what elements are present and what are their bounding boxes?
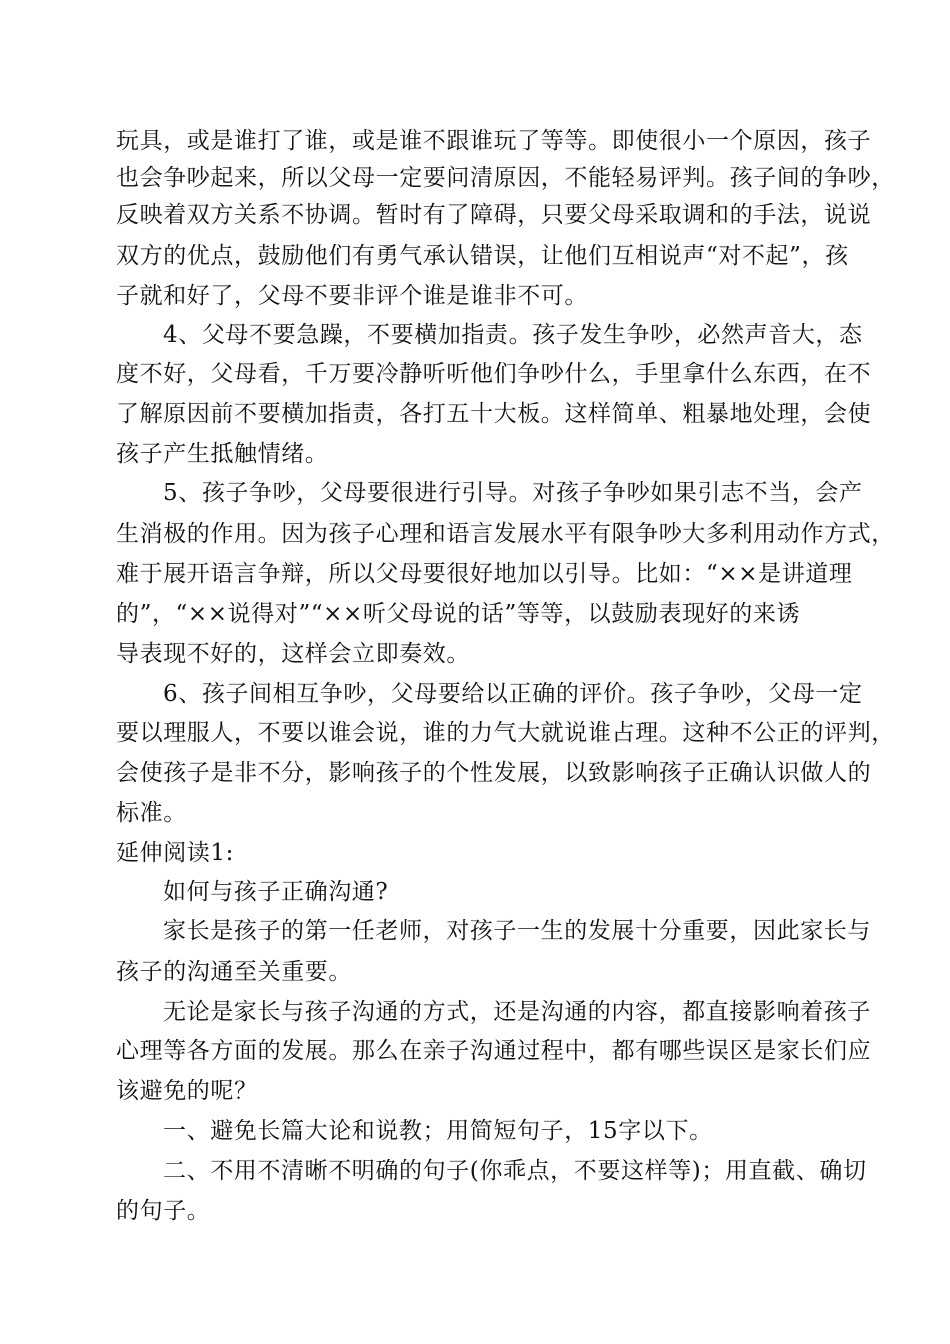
section-heading: 延伸阅读1: bbox=[116, 840, 234, 866]
text-line: 会使孩子是非不分，影响孩子的个性发展，以致影响孩子正确认识做人的 bbox=[116, 760, 872, 786]
text-line: 导表现不好的，这样会立即奏效。 bbox=[116, 641, 470, 667]
list-item-line: 一、避免长篇大论和说教；用简短句子，15字以下。 bbox=[163, 1118, 713, 1144]
text-line: 度不好，父母看，千万要冷静听听他们争吵什么，手里拿什么东西，在不 bbox=[116, 361, 872, 387]
text-line: 了解原因前不要横加指责，各打五十大板。这样简单、粗暴地处理，会使 bbox=[116, 401, 872, 427]
paragraph-start-line: 家长是孩子的第一任老师，对孩子一生的发展十分重要，因此家长与 bbox=[163, 918, 871, 944]
text-line: 的句子。 bbox=[116, 1198, 211, 1224]
paragraph-start-line: 6、孩子间相互争吵，父母要给以正确的评价。孩子争吵，父母一定 bbox=[163, 681, 863, 707]
text-line: 双方的优点，鼓励他们有勇气承认错误，让他们互相说声“对不起”，孩 bbox=[116, 243, 849, 269]
text-line: 孩子产生抵触情绪。 bbox=[116, 441, 329, 467]
paragraph-start-line: 4、父母不要急躁，不要横加指责。孩子发生争吵，必然声音大，态 bbox=[163, 322, 863, 348]
text-line: 子就和好了，父母不要非评个谁是谁非不可。 bbox=[116, 283, 588, 309]
text-line: 标准。 bbox=[116, 800, 187, 826]
text-line: 也会争吵起来，所以父母一定要问清原因，不能轻易评判。孩子间的争吵， bbox=[116, 165, 895, 191]
text-line: 的”，“××说得对”“××听父母说的话”等等，以鼓励表现好的来诱 bbox=[116, 601, 801, 627]
text-line: 心理等各方面的发展。那么在亲子沟通过程中，都有哪些误区是家长们应 bbox=[116, 1038, 872, 1064]
article-title: 如何与孩子正确沟通? bbox=[163, 879, 389, 905]
text-line: 要以理服人，不要以谁会说，谁的力气大就说谁占理。这种不公正的评判， bbox=[116, 720, 895, 746]
text-line: 玩具，或是谁打了谁，或是谁不跟谁玩了等等。即使很小一个原因，孩子 bbox=[116, 128, 872, 154]
text-line: 难于展开语言争辩，所以父母要很好地加以引导。比如：“××是讲道理 bbox=[116, 561, 853, 587]
text-line: 生消极的作用。因为孩子心理和语言发展水平有限争吵大多利用动作方式， bbox=[116, 521, 895, 547]
list-item-line: 二、不用不清晰不明确的句子(你乖点，不要这样等)；用直截、确切 bbox=[163, 1158, 867, 1184]
text-line: 孩子的沟通至关重要。 bbox=[116, 959, 352, 985]
text-line: 该避免的呢？ bbox=[116, 1078, 258, 1104]
paragraph-start-line: 无论是家长与孩子沟通的方式，还是沟通的内容，都直接影响着孩子 bbox=[163, 999, 871, 1025]
text-line: 反映着双方关系不协调。暂时有了障碍，只要父母采取调和的手法，说说 bbox=[116, 202, 872, 228]
paragraph-start-line: 5、孩子争吵，父母要很进行引导。对孩子争吵如果引志不当，会产 bbox=[163, 480, 863, 506]
